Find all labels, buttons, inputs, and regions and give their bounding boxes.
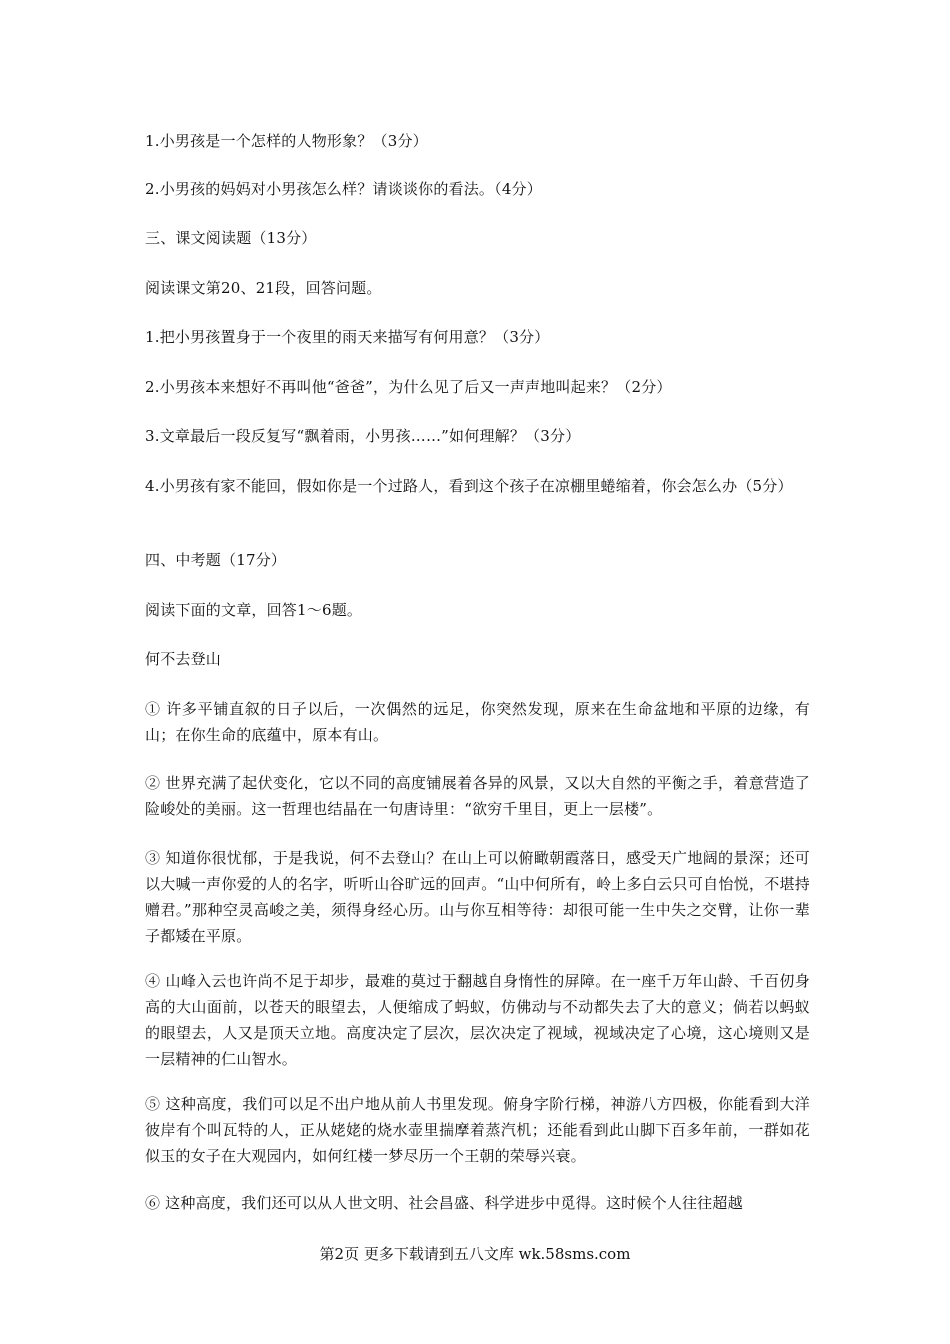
question-2-2: 2.小男孩的妈妈对小男孩怎么样？请谈谈你的看法。（4分） [145,180,542,198]
section-3-question-4: 4.小男孩有家不能回，假如你是一个过路人，看到这个孩子在凉棚里蜷缩着，你会怎么办（5分） [145,477,793,495]
section-3-question-3: 3.文章最后一段反复写“飘着雨，小男孩……”如何理解？（3分） [145,427,581,445]
page-footer: 第2页 更多下载请到五八文库 wk.58sms.com [319,1245,631,1263]
section-3-intro: 阅读课文第20、21段，回答问题。 [145,279,382,297]
article-paragraph-6: ⑥ 这种高度，我们还可以从人世文明、社会昌盛、科学进步中觅得。这时候个人往往超越 [145,1194,743,1212]
section-4-intro: 阅读下面的文章，回答1～6题。 [145,601,363,619]
question-2-1: 1.小男孩是一个怎样的人物形象？（3分） [145,132,428,150]
article-paragraph-1: ① 许多平铺直叙的日子以后，一次偶然的远足，你突然发现，原来在生命盆地和平原的边缘，有山；在你生命的底蕴中，原本有山。 [145,700,810,744]
section-4-title: 四、中考题（17分） [145,551,287,569]
section-3-question-2: 2.小男孩本来想好不再叫他“爸爸”，为什么见了后又一声声地叫起来？（2分） [145,378,672,396]
section-3-question-1: 1.把小男孩置身于一个夜里的雨天来描写有何用意？（3分） [145,328,550,346]
article-paragraph-4: ④ 山峰入云也许尚不足于却步，最难的莫过于翻越自身惰性的屏障。在一座千万年山龄、千百仞身高的大山面前，以苍天的眼望去，人便缩成了蚂蚁，仿佛动与不动都失去了大的意义；倘若以蚂蚁的眼望去，人又是顶天立地。高度决定了层次，层次决定了视域，视域决定了心境，这心境则又是一层精神的仁山智水。 [145,972,810,1068]
article-paragraph-2: ② 世界充满了起伏变化，它以不同的高度铺展着各异的风景，又以大自然的平衡之手，着意营造了险峻处的美丽。这一哲理也结晶在一句唐诗里：“欲穷千里目，更上一层楼”。 [145,774,810,818]
article-paragraph-5: ⑤ 这种高度，我们可以足不出户地从前人书里发现。俯身字阶行梯，神游八方四极，你能看到大洋彼岸有个叫瓦特的人，正从姥姥的烧水壶里揣摩着蒸汽机；还能看到此山脚下百多年前，一群如花似玉的女子在大观园内，如何红楼一梦尽历一个王朝的荣辱兴衰。 [145,1095,810,1165]
article-paragraph-3: ③ 知道你很忧郁，于是我说，何不去登山？在山上可以俯瞰朝霞落日，感受天广地阔的景深；还可以大喊一声你爱的人的名字，听听山谷旷远的回声。“山中何所有，岭上多白云只可自怡悦，不堪持赠君。”那种空灵高峻之美，须得身经心历。山与你互相等待：却很可能一生中失之交臂，让你一辈子都矮在平原。 [145,849,810,945]
article-title: 何不去登山 [145,650,222,668]
section-3-title: 三、课文阅读题（13分） [145,229,317,247]
